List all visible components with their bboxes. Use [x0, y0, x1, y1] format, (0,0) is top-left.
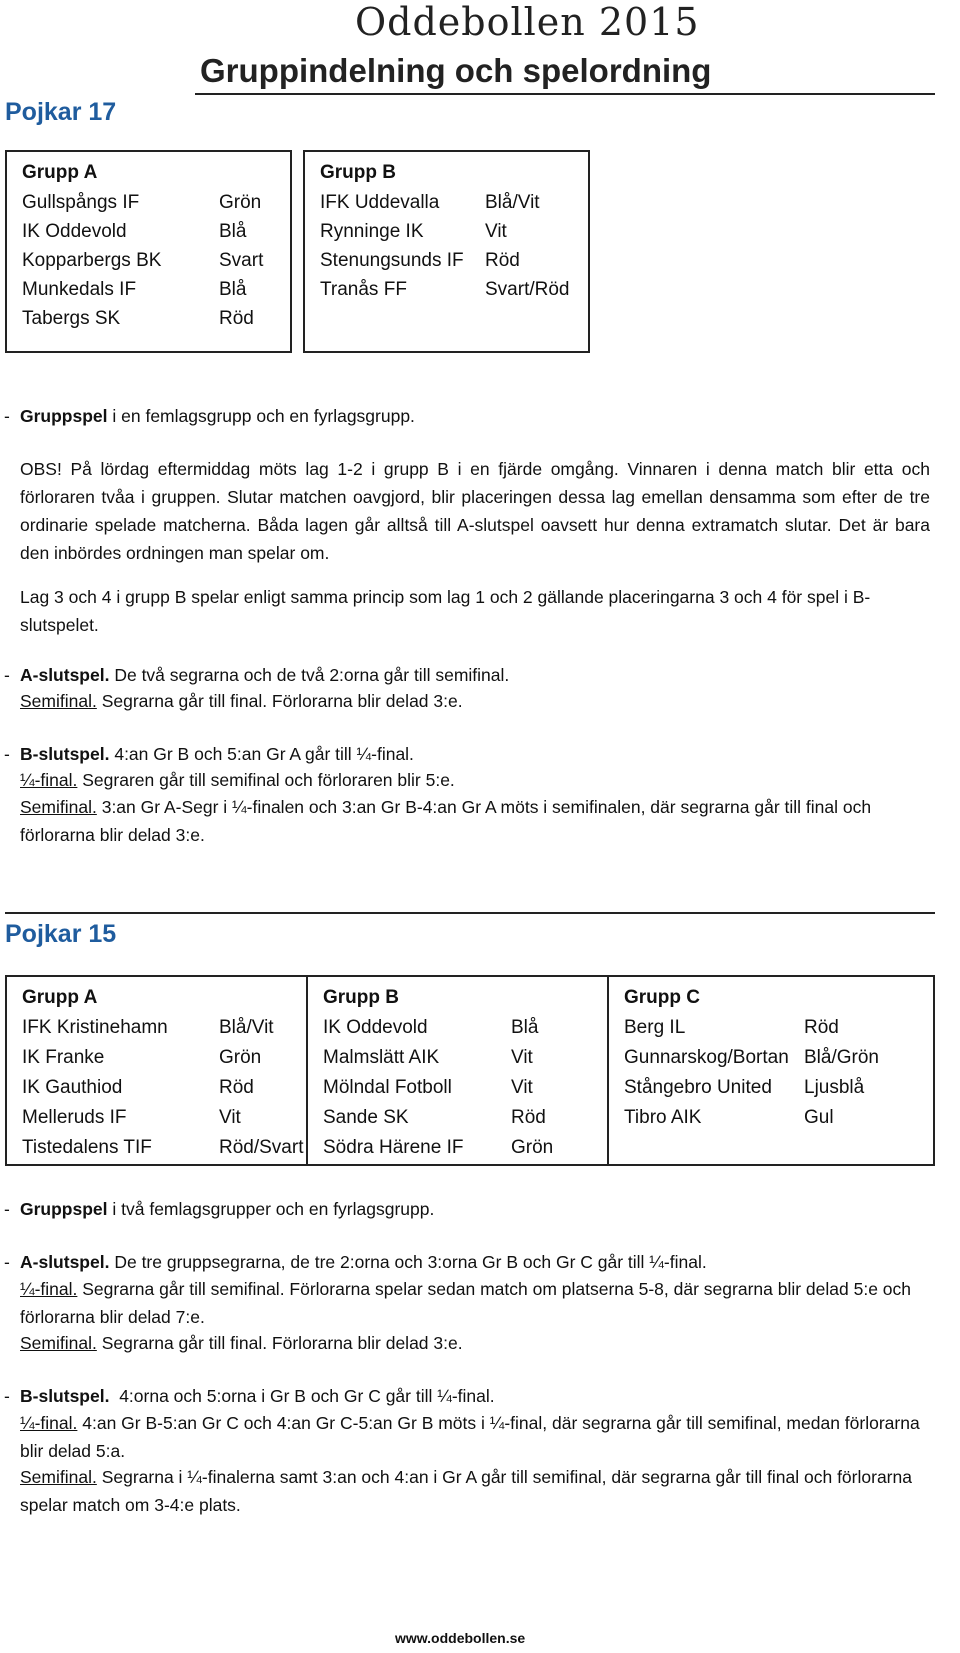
team-name: Stenungsunds IF	[320, 250, 464, 271]
label: Gruppspel	[20, 1199, 108, 1219]
text: Segrarna i ¼-finalerna samt 3:an och 4:an i Gr A går till semifinal, där segrarna går till final och förlorarna spelar match om 3-4:e plats.	[20, 1467, 912, 1515]
team-name: IK Franke	[22, 1047, 105, 1068]
team-name: Munkedals IF	[22, 279, 137, 300]
label: B-slutspel.	[20, 1386, 110, 1406]
team-name: IFK Uddevalla	[320, 192, 440, 213]
team-row	[320, 250, 520, 272]
team-name: Melleruds IF	[22, 1107, 127, 1128]
team-color: Röd/Svart	[219, 1137, 304, 1158]
team-name: IK Oddevold	[22, 221, 127, 242]
team-name: Mölndal Fotboll	[323, 1077, 452, 1098]
team-color: Vit	[485, 221, 507, 242]
label: Semifinal.	[20, 1333, 97, 1353]
team-name: Kopparbergs BK	[22, 250, 162, 271]
group-box-p17-b	[303, 150, 590, 353]
team-color: Vit	[511, 1047, 533, 1068]
p17-b-semifinal	[20, 793, 930, 849]
team-row	[323, 1107, 546, 1129]
team-color: Blå/Grön	[804, 1047, 879, 1068]
group-heading: Grupp A	[22, 987, 98, 1008]
label: B-slutspel.	[20, 744, 110, 764]
p17-a-semifinal	[20, 687, 930, 715]
team-name: Tabergs SK	[22, 308, 121, 329]
team-color: Gul	[804, 1107, 834, 1128]
group-heading: Grupp C	[624, 987, 700, 1008]
team-row	[22, 250, 264, 272]
team-color: Vit	[219, 1107, 241, 1128]
p15-a-semifinal	[20, 1329, 930, 1357]
p15-b-quarterfinal	[20, 1409, 930, 1465]
label: ¼-final.	[20, 1279, 78, 1299]
p17-lag34-paragraph: Lag 3 och 4 i grupp B spelar enligt samma princip som lag 1 och 2 gällande placeringarna 3 och 4 för spel i B-slutspelet.	[20, 587, 871, 635]
label: A-slutspel.	[20, 1252, 110, 1272]
team-row	[323, 1077, 533, 1099]
p15-gruppspel: - Gruppspel i två femlagsgrupper och en fyrlagsgrupp.	[4, 1199, 435, 1219]
team-name: Sande SK	[323, 1107, 409, 1128]
text: 4:an Gr B-5:an Gr C och 4:an Gr C-5:an Gr B möts i ¼-final, där segrarna går till semifinal, medan förlorarna blir delad 5:a.	[20, 1413, 920, 1461]
group-box-p15-a	[5, 975, 308, 1166]
p17-a-slutspel: - A-slutspel. De två segrarna och de två 2:orna går till semifinal.	[4, 665, 510, 685]
group-box-p17-a	[5, 150, 292, 353]
label: ¼-final.	[20, 770, 78, 790]
team-row	[320, 192, 540, 214]
text: Segraren går till semifinal och förloraren blir 5:e.	[77, 770, 455, 790]
text: 4:an Gr B och 5:an Gr A går till ¼-final.	[109, 744, 414, 764]
team-row	[22, 279, 247, 301]
team-row	[22, 1137, 304, 1159]
team-name: Gunnarskog/Bortan	[624, 1047, 789, 1068]
team-color: Röd	[485, 250, 520, 271]
label: Semifinal.	[20, 1467, 97, 1487]
label: Semifinal.	[20, 797, 97, 817]
label: A-slutspel.	[20, 665, 110, 685]
p17-b-quarterfinal	[20, 766, 930, 794]
section-title-p17: Pojkar 17	[5, 98, 117, 126]
team-color: Blå/Vit	[485, 192, 540, 213]
team-name: Tistedalens TIF	[22, 1137, 152, 1158]
team-row	[323, 1047, 533, 1069]
team-name: Tranås FF	[320, 279, 407, 300]
team-color: Vit	[511, 1077, 533, 1098]
document-title: Gruppindelning och spelordning	[200, 52, 712, 89]
text: Segrarna går till final. Förlorarna blir delad 3:e.	[96, 691, 463, 711]
team-color: Grön	[511, 1137, 554, 1158]
team-name: Stångebro United	[624, 1077, 772, 1098]
team-row	[22, 221, 247, 243]
p15-b-semifinal	[20, 1463, 930, 1519]
team-row	[22, 308, 254, 330]
team-name: Berg IL	[624, 1017, 686, 1038]
header-divider	[195, 93, 935, 95]
text: De två segrarna och de två 2:orna går till semifinal.	[109, 665, 510, 685]
group-heading: Grupp A	[22, 162, 98, 183]
team-color: Röd	[804, 1017, 839, 1038]
team-color: Blå/Vit	[219, 1017, 274, 1038]
team-color: Röd	[219, 308, 254, 329]
label: Gruppspel	[20, 406, 108, 426]
team-row	[323, 1017, 539, 1039]
team-name: IK Oddevold	[323, 1017, 428, 1038]
team-row	[22, 1077, 254, 1099]
group-heading: Grupp B	[323, 987, 399, 1008]
team-row	[320, 221, 507, 243]
label: Semifinal.	[20, 691, 97, 711]
section-title-p15: Pojkar 15	[5, 920, 117, 948]
group-heading: Grupp B	[320, 162, 396, 183]
team-color: Blå	[511, 1017, 539, 1038]
team-row	[323, 1137, 554, 1159]
text: 4:orna och 5:orna i Gr B och Gr C går till ¼-final.	[109, 1386, 495, 1406]
event-title: Oddebollen 2015	[355, 0, 700, 44]
team-name: Malmslätt AIK	[323, 1047, 440, 1068]
team-name: IK Gauthiod	[22, 1077, 123, 1098]
text: Segrarna går till semifinal. Förlorarna spelar sedan match om platserna 5-8, där segrarna blir delad 5:e och förlorarna blir delad 7:e.	[20, 1279, 912, 1327]
team-row	[624, 1017, 839, 1039]
team-row	[22, 192, 262, 214]
team-row	[22, 1017, 274, 1039]
team-name: IFK Kristinehamn	[22, 1017, 168, 1038]
team-color: Blå	[219, 221, 247, 242]
team-color: Grön	[219, 192, 262, 213]
section-divider	[5, 912, 935, 914]
footer-website: www.oddebollen.se	[395, 1630, 526, 1646]
group-box-p15-b	[306, 975, 609, 1166]
text: Segrarna går till final. Förlorarna blir delad 3:e.	[96, 1333, 463, 1353]
team-color: Blå	[219, 279, 247, 300]
team-name: Rynninge IK	[320, 221, 424, 242]
team-row	[320, 279, 570, 301]
team-color: Svart	[219, 250, 264, 271]
p15-a-slutspel: - A-slutspel. De tre gruppsegrarna, de tre 2:orna och 3:orna Gr B och Gr C går till ¼-final.	[4, 1252, 707, 1272]
p17-b-slutspel: - B-slutspel. 4:an Gr B och 5:an Gr A går till ¼-final.	[4, 744, 414, 764]
group-box-p15-c	[607, 975, 935, 1166]
p15-b-slutspel: - B-slutspel. 4:orna och 5:orna i Gr B och Gr C går till ¼-final.	[4, 1386, 495, 1406]
text: i en femlagsgrupp och en fyrlagsgrupp.	[107, 406, 415, 426]
label: ¼-final.	[20, 1413, 78, 1433]
team-color: Ljusblå	[804, 1077, 865, 1098]
team-row	[624, 1047, 879, 1069]
team-row	[22, 1107, 241, 1129]
team-color: Röd	[219, 1077, 254, 1098]
team-name: Gullspångs IF	[22, 192, 140, 213]
p17-obs-paragraph: OBS! På lördag eftermiddag möts lag 1-2 i grupp B i en fjärde omgång. Vinnaren i denna match blir etta och förloraren tvåa i gruppen. Slutar matchen oavgjord, blir placeringen dessa lag emellan densamma som efter de tre ordinarie spelade matcherna. Båda lagen går alltså till A-slutspel oavsett hur denna extramatch slutar. Det är bara den inbördes ordningen man spelar om.	[20, 459, 930, 563]
team-color: Svart/Röd	[485, 279, 570, 300]
team-color: Grön	[219, 1047, 262, 1068]
team-color: Röd	[511, 1107, 546, 1128]
team-name: Södra Härene IF	[323, 1137, 464, 1158]
text: 3:an Gr A-Segr i ¼-finalen och 3:an Gr B-4:an Gr A möts i semifinalen, där segrarna går till final och förlorarna blir delad 3:e.	[20, 797, 872, 845]
team-row	[624, 1107, 834, 1129]
text: De tre gruppsegrarna, de tre 2:orna och 3:orna Gr B och Gr C går till ¼-final.	[109, 1252, 707, 1272]
p17-gruppspel: - Gruppspel i en femlagsgrupp och en fyrlagsgrupp.	[4, 406, 415, 426]
team-row	[22, 1047, 262, 1069]
text: i två femlagsgrupper och en fyrlagsgrupp.	[107, 1199, 435, 1219]
team-row	[624, 1077, 865, 1099]
p15-a-quarterfinal	[20, 1275, 930, 1331]
team-name: Tibro AIK	[624, 1107, 702, 1128]
